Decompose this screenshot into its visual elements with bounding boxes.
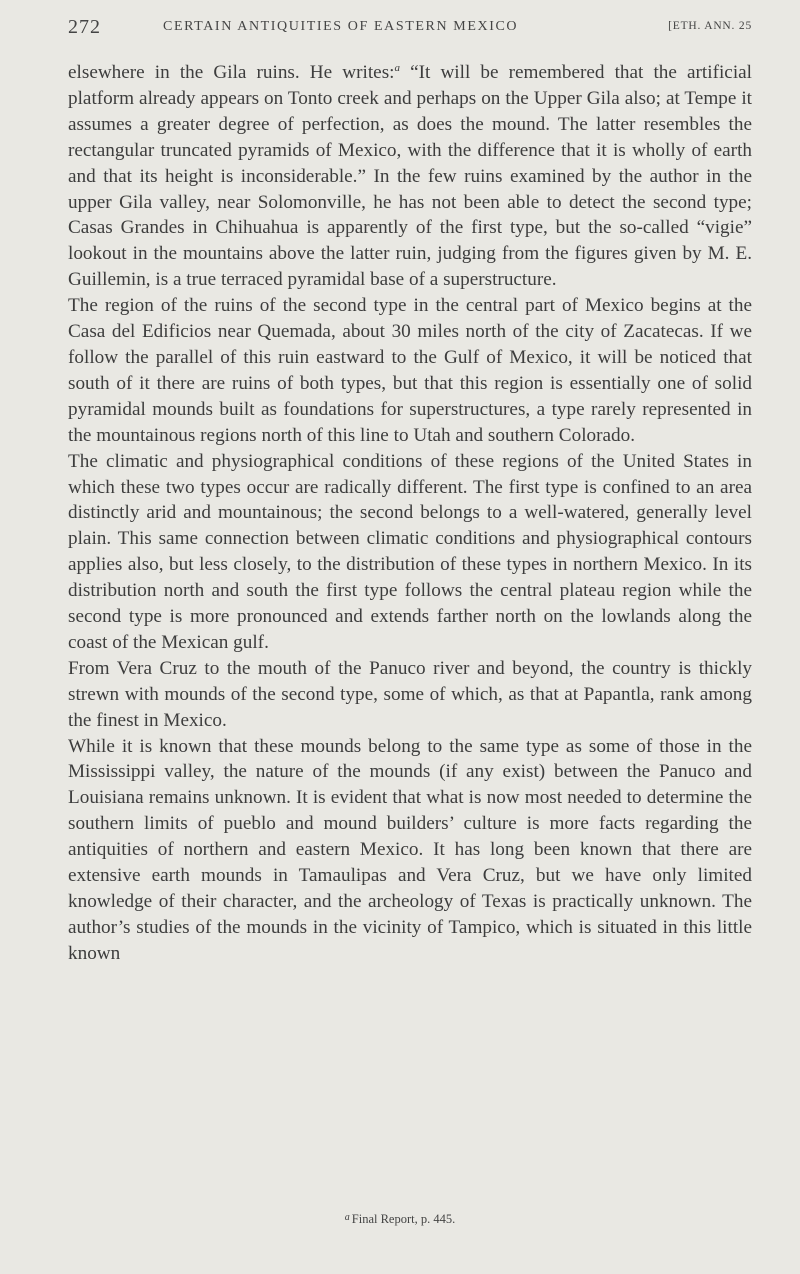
paragraph-text: elsewhere in the Gila ruins. He writes: xyxy=(68,62,395,83)
footnote xyxy=(0,1212,800,1227)
paragraph-text: “It will be remembered that the artificial platform already appears on Tonto creek and perhaps on the Upper Gila also; at Tempe it assumes a greater degree of perfection, as does the mound. The latter resembles the rectangular truncated pyramids of Mexico, with the difference that it is wholly of earth and that its height is inconsiderable.” In the few ruins examined by the author in the upper Gila valley, near Solomonville, he has not been able to detect the second type; Casas Grandes in Chihuahua is apparently of the first type, but the so-called “vigie” lookout in the mountains above the latter ruin, judging from the figures given by M. E. Guillemin, is a true terraced pyramidal base of a superstructure. xyxy=(68,62,752,291)
paragraph-3: The climatic and physiographical conditions of these regions of the United States in which these two types occur are radically different. The first type is confined to an area distinctly arid and mountainous; the second belongs to a well-watered, generally level plain. This same connection between climatic conditions and physiographical contours applies also, but less closely, to the distribution of these types in northern Mexico. In its distribution north and south the first type follows the central plateau region while the second type is more pronounced and extends farther north on the lowlands along the coast of the Mexican gulf. xyxy=(68,450,752,653)
footnote-text: Final Report, p. 445. xyxy=(351,1212,456,1226)
paragraph-4: From Vera Cruz to the mouth of the Panuco river and beyond, the country is thickly strewn with mounds of the second type, some of which, as that at Papantla, rank among the finest in Mexico. xyxy=(68,657,752,731)
paragraph-2: The region of the ruins of the second type in the central part of Mexico begins at the Casa del Edificios near Quemada, about 30 miles north of the city of Zacatecas. If we follow the parallel of this ruin eastward to the Gulf of Mexico, it will be noticed that south of it there are ruins of both types, but that this region is essentially one of solid pyramidal mounds built as foundations for superstructures, a type rarely represented in the mountainous regions north of this line to Utah and southern Colorado. xyxy=(68,295,752,446)
footnote-mark: a xyxy=(344,1212,350,1223)
body-text xyxy=(68,60,752,967)
running-title: CERTAIN ANTIQUITIES OF EASTERN MEXICO xyxy=(163,19,519,34)
report-reference: [ETH. ANN. 25 xyxy=(668,20,752,32)
paragraph-1 xyxy=(68,60,752,293)
page-number: 272 xyxy=(68,16,101,38)
footnote-reference: a xyxy=(394,62,400,74)
paragraph-5: While it is known that these mounds belong to the same type as some of those in the Mississippi valley, the nature of the mounds (if any exist) between the Panuco and Louisiana remains unknown. It is evident that what is now most needed to determine the southern limits of pueblo and mound builders’ culture is more facts regarding the antiquities of northern and eastern Mexico. It has long been known that there are extensive earth mounds in Tamaulipas and Vera Cruz, but we have only limited knowledge of their character, and the archeology of Texas is practically unknown. The author’s studies of the mounds in the vicinity of Tampico, which is situated in this little known xyxy=(68,735,752,964)
running-header xyxy=(68,16,752,40)
